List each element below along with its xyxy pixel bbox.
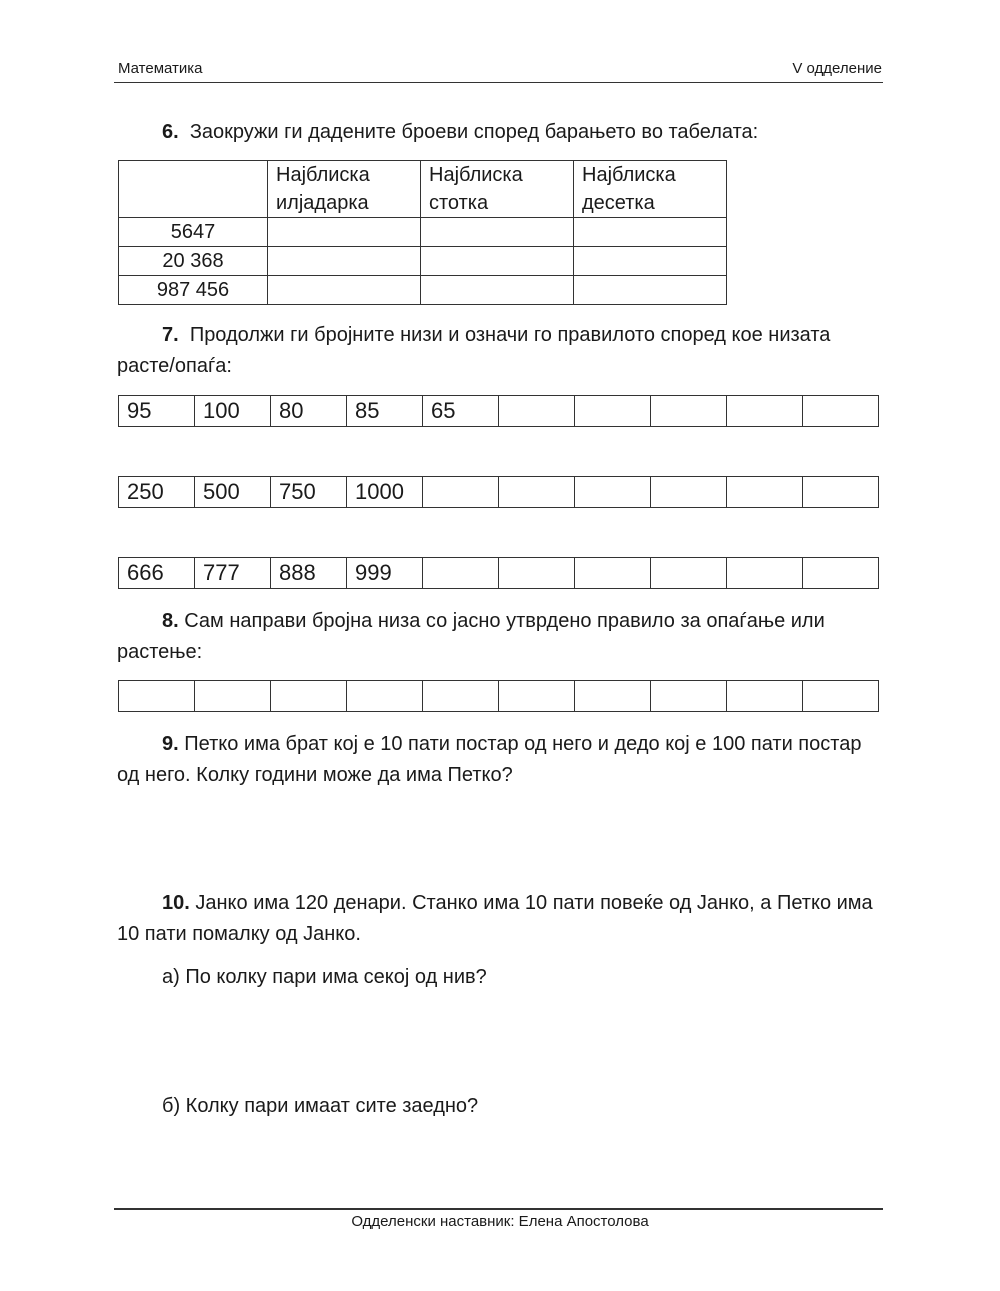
own-sequence-cell[interactable] bbox=[347, 681, 423, 712]
sequence-cell: 80 bbox=[271, 396, 347, 427]
own-sequence-cell[interactable] bbox=[271, 681, 347, 712]
sequence-cell: 666 bbox=[119, 558, 195, 589]
own-sequence-cell[interactable] bbox=[575, 681, 651, 712]
question-8-text: Сам направи бројна низа со јасно утврдено правило за опаѓање или растење: bbox=[117, 610, 825, 663]
own-sequence-cell[interactable] bbox=[119, 681, 195, 712]
rounding-table-answer-cell[interactable] bbox=[421, 247, 574, 276]
question-9-text: Петко има брат кој е 10 пати постар од него и дедо кој е 100 пати постар од него. Колку години може да има Петко? bbox=[117, 733, 862, 786]
rounding-table-answer-cell[interactable] bbox=[421, 276, 574, 305]
sequence-cell: 750 bbox=[271, 477, 347, 508]
sequence-cell: 777 bbox=[195, 558, 271, 589]
sequence-cell: 1000 bbox=[347, 477, 423, 508]
rounding-table bbox=[118, 160, 727, 305]
sequence-cell: 65 bbox=[423, 396, 499, 427]
rounding-table-header-ten: Најблиска десетка bbox=[574, 161, 727, 218]
sequence-answer-cell[interactable] bbox=[651, 396, 727, 427]
own-sequence-cell[interactable] bbox=[423, 681, 499, 712]
sequence-answer-cell[interactable] bbox=[499, 396, 575, 427]
sequence-answer-cell[interactable] bbox=[499, 477, 575, 508]
sequence-answer-cell[interactable] bbox=[423, 558, 499, 589]
sequence-cell: 95 bbox=[119, 396, 195, 427]
rounding-table-answer-cell[interactable] bbox=[268, 276, 421, 305]
rounding-table-header-hundred: Најблиска стотка bbox=[421, 161, 574, 218]
rounding-table-answer-cell[interactable] bbox=[268, 247, 421, 276]
rounding-table-answer-cell[interactable] bbox=[268, 218, 421, 247]
rounding-table-header-thousand: Најблиска илјадарка bbox=[268, 161, 421, 218]
question-7-number: 7. bbox=[162, 324, 179, 346]
footer-divider bbox=[114, 1208, 883, 1210]
sequence-cell: 888 bbox=[271, 558, 347, 589]
footer-teacher: Одделенски наставник: Елена Апостолова bbox=[351, 1213, 649, 1230]
question-7-text: Продолжи ги бројните низи и означи го правилото според кое низата расте/опаѓа: bbox=[117, 324, 831, 377]
rounding-table-number: 20 368 bbox=[119, 247, 268, 276]
question-8-number: 8. bbox=[162, 610, 179, 632]
number-sequence-1 bbox=[118, 395, 879, 427]
own-sequence-cell[interactable] bbox=[651, 681, 727, 712]
question-10-part-a: а) По колку пари има секој од нив? bbox=[162, 966, 487, 988]
own-sequence-cell[interactable] bbox=[803, 681, 879, 712]
header-grade: V одделение bbox=[792, 60, 882, 77]
sequence-cell: 100 bbox=[195, 396, 271, 427]
rounding-table-corner bbox=[119, 161, 268, 218]
rounding-table-answer-cell[interactable] bbox=[574, 276, 727, 305]
question-6 bbox=[117, 117, 887, 148]
header-subject: Математика bbox=[118, 60, 203, 77]
question-10-number: 10. bbox=[162, 892, 190, 914]
sequence-answer-cell[interactable] bbox=[803, 396, 879, 427]
sequence-answer-cell[interactable] bbox=[651, 558, 727, 589]
number-sequence-3 bbox=[118, 557, 879, 589]
sequence-cell: 500 bbox=[195, 477, 271, 508]
own-sequence-row bbox=[118, 680, 879, 712]
sequence-answer-cell[interactable] bbox=[423, 477, 499, 508]
own-sequence-cell[interactable] bbox=[195, 681, 271, 712]
question-6-number: 6. bbox=[162, 121, 179, 143]
rounding-table-answer-cell[interactable] bbox=[574, 247, 727, 276]
question-10 bbox=[117, 888, 887, 950]
rounding-table-number: 987 456 bbox=[119, 276, 268, 305]
question-10-part-b: б) Колку пари имаат сите заедно? bbox=[162, 1095, 479, 1117]
own-sequence-cell[interactable] bbox=[499, 681, 575, 712]
sequence-answer-cell[interactable] bbox=[651, 477, 727, 508]
sequence-answer-cell[interactable] bbox=[803, 558, 879, 589]
sequence-cell: 250 bbox=[119, 477, 195, 508]
number-sequence-2 bbox=[118, 476, 879, 508]
question-10-text: Јанко има 120 денари. Станко има 10 пати повеќе од Јанко, а Петко има 10 пати помалку од Јанко. bbox=[117, 892, 873, 945]
rounding-table-answer-cell[interactable] bbox=[574, 218, 727, 247]
question-9-number: 9. bbox=[162, 733, 179, 755]
sequence-cell: 999 bbox=[347, 558, 423, 589]
question-6-text: Заокружи ги дадените броеви според барањето во табелата: bbox=[189, 121, 759, 143]
sequence-answer-cell[interactable] bbox=[727, 477, 803, 508]
question-8 bbox=[117, 606, 887, 668]
sequence-answer-cell[interactable] bbox=[499, 558, 575, 589]
question-9 bbox=[117, 729, 887, 791]
sequence-answer-cell[interactable] bbox=[575, 558, 651, 589]
sequence-answer-cell[interactable] bbox=[727, 558, 803, 589]
header-divider bbox=[114, 82, 883, 83]
sequence-answer-cell[interactable] bbox=[803, 477, 879, 508]
question-7 bbox=[117, 320, 887, 382]
sequence-answer-cell[interactable] bbox=[575, 477, 651, 508]
own-sequence-cell[interactable] bbox=[727, 681, 803, 712]
sequence-answer-cell[interactable] bbox=[727, 396, 803, 427]
sequence-answer-cell[interactable] bbox=[575, 396, 651, 427]
rounding-table-answer-cell[interactable] bbox=[421, 218, 574, 247]
sequence-cell: 85 bbox=[347, 396, 423, 427]
rounding-table-number: 5647 bbox=[119, 218, 268, 247]
